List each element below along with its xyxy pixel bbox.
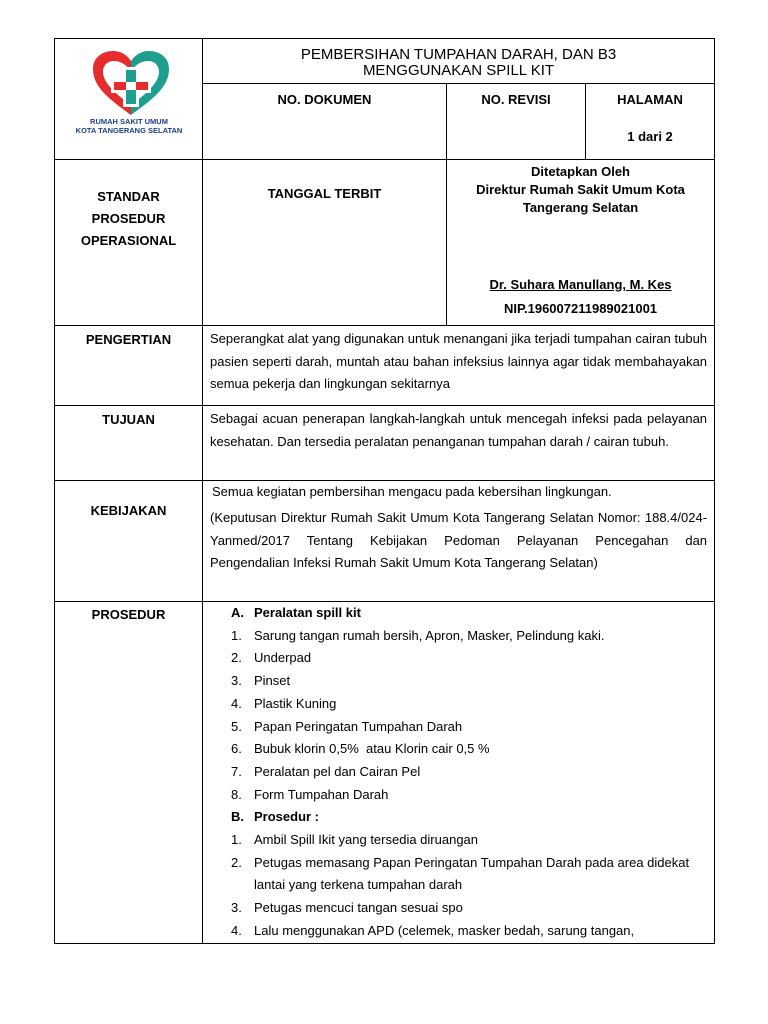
list-item-text: Pinset <box>254 673 291 689</box>
section-b-marker: B. <box>231 809 244 825</box>
ditetapkan-line3: Tangerang Selatan <box>522 200 639 215</box>
list-item-text: Plastik Kuning <box>254 695 337 711</box>
title-line-1: PEMBERSIHAN TUMPAHAN DARAH, DAN B3 <box>300 46 617 63</box>
director-name: Dr. Suhara Manullang, M. Kes <box>489 277 672 292</box>
ditetapkan-cell <box>447 160 715 326</box>
kebijakan-text-2: (Keputusan Direktur Rumah Sakit Umum Kota Tangerang Selatan Nomor: 188.4/024-Yanmed/2017 Tentang Kebijakan Pedoman Pelayanan Pencegahan dan Pengendalian Infeksi Rumah Sakit Umum Kota Tangerang Selatan) <box>210 510 708 570</box>
list-item-text: Ambil Spill Ikit yang tersedia diruangan <box>254 832 479 848</box>
section-b-title: Prosedur : <box>254 809 320 825</box>
list-item-number: 7. <box>231 763 242 779</box>
list-item <box>203 852 714 897</box>
section-b-heading <box>203 806 714 829</box>
prosedur-content <box>203 602 715 944</box>
list-item-text: Peralatan pel dan Cairan Pel <box>254 763 421 779</box>
list-item-number: 4. <box>231 922 242 938</box>
list-item-number: 2. <box>231 650 242 666</box>
list-item-text: Underpad <box>254 650 312 666</box>
ditetapkan-line2: Direktur Rumah Sakit Umum Kota <box>476 182 685 197</box>
list-item <box>203 716 714 739</box>
director-nip: NIP.196007211989021001 <box>504 301 658 316</box>
pengertian-label-cell <box>55 326 203 406</box>
section-a-heading <box>203 602 714 625</box>
kebijakan-label-cell <box>55 481 203 602</box>
list-item-text: Bubuk klorin 0,5% atau Klorin cair 0,5 % <box>254 741 490 757</box>
pengertian-label: PENGERTIAN <box>85 332 172 347</box>
list-item-number: 8. <box>231 786 242 802</box>
pengertian-text: Seperangkat alat yang digunakan untuk menangani jika terjadi tumpahan cairan tubuh pasien seperti darah, muntah atau bahan infeksius lainnya agar tidak membahayakan semua pekerja dan lingkungan sekitarnya <box>203 326 715 406</box>
logo-text-line2: KOTA TANGERANG SELATAN <box>75 126 183 135</box>
section-a-marker: A. <box>231 605 244 620</box>
list-item <box>203 738 714 761</box>
list-item <box>203 784 714 807</box>
list-item-text: Petugas memasang Papan Peringatan Tumpahan Darah pada area didekat lantai yang terkena tumpahan darah <box>254 854 690 893</box>
sop-document <box>54 38 714 938</box>
list-item-text: Lalu menggunakan APD (celemek, masker bedah, sarung tangan, <box>254 922 635 938</box>
sop-label-line3: OPERASIONAL <box>80 233 177 248</box>
list-item <box>203 647 714 670</box>
halaman-value: 1 dari 2 <box>627 129 673 145</box>
list-item-number: 1. <box>231 627 242 643</box>
sop-label-line1: STANDAR <box>97 189 160 204</box>
tanggal-terbit-label: TANGGAL TERBIT <box>267 186 382 201</box>
list-item-number: 6. <box>231 741 242 757</box>
list-item-number: 2. <box>231 854 242 870</box>
list-item-number: 4. <box>231 695 242 711</box>
sop-table <box>54 38 715 944</box>
list-item-text: Form Tumpahan Darah <box>254 786 389 802</box>
tujuan-text: Sebagai acuan penerapan langkah-langkah untuk mencegah infeksi pada pelayanan kesehatan. Dan tersedia peralatan penanganan tumpahan darah / cairan tubuh. <box>203 406 715 481</box>
list-item <box>203 625 714 648</box>
section-a-title: Peralatan spill kit <box>254 605 361 620</box>
tujuan-label: TUJUAN <box>102 412 155 427</box>
halaman-cell <box>586 84 715 160</box>
list-item-number: 5. <box>231 718 242 734</box>
prosedur-list <box>203 602 714 943</box>
kebijakan-label: KEBIJAKAN <box>90 503 167 518</box>
logo-text-line1: RUMAH SAKIT UMUM <box>90 117 168 126</box>
tujuan-label-cell <box>55 406 203 481</box>
no-dokumen-cell <box>203 84 447 160</box>
kebijakan-text-cell <box>203 481 715 602</box>
sop-label-line2: PROSEDUR <box>91 211 166 226</box>
list-item <box>203 761 714 784</box>
list-item-text: Papan Peringatan Tumpahan Darah <box>254 718 463 734</box>
tanggal-terbit-cell <box>203 160 447 326</box>
list-item <box>203 693 714 716</box>
list-item-text: Petugas mencuci tangan sesuai spo <box>254 900 463 916</box>
prosedur-label: PROSEDUR <box>91 607 166 622</box>
list-item-text: Sarung tangan rumah bersih, Apron, Masker, Pelindung kaki. <box>254 627 605 643</box>
list-item <box>203 829 714 852</box>
list-item <box>203 920 714 943</box>
hospital-logo-icon <box>89 49 173 119</box>
prosedur-label-cell <box>55 602 203 944</box>
list-item-number: 1. <box>231 832 242 848</box>
title-line-2: MENGGUNAKAN SPILL KIT <box>362 62 555 79</box>
kebijakan-text-1: Semua kegiatan pembersihan mengacu pada kebersihan lingkungan. <box>212 484 612 499</box>
list-item <box>203 670 714 693</box>
no-revisi-cell <box>447 84 586 160</box>
ditetapkan-line1: Ditetapkan Oleh <box>531 164 630 179</box>
sop-label-cell <box>55 160 203 326</box>
list-item-number: 3. <box>231 900 242 916</box>
no-dokumen-label: NO. DOKUMEN <box>277 92 372 108</box>
logo-cell <box>55 39 203 160</box>
list-item <box>203 897 714 920</box>
no-revisi-label: NO. REVISI <box>481 92 551 108</box>
halaman-label: HALAMAN <box>617 92 683 108</box>
list-item-number: 3. <box>231 673 242 689</box>
document-title <box>203 39 715 84</box>
